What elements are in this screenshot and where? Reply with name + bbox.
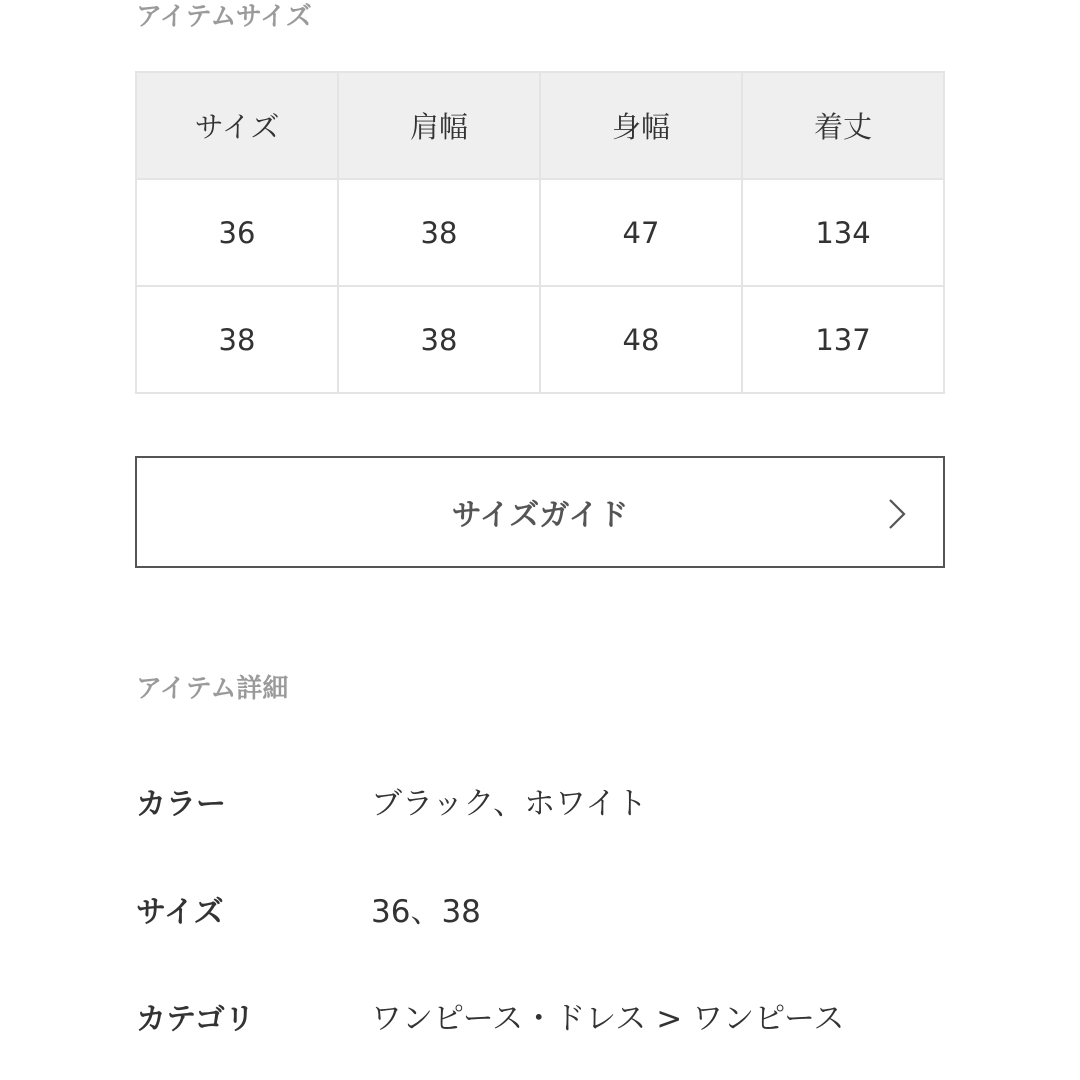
- size-table: [135, 71, 945, 394]
- color-label: カラー: [136, 786, 226, 822]
- category-path: [371, 993, 844, 1038]
- size-value: 36、38: [371, 894, 481, 930]
- size-guide-button[interactable]: [135, 456, 945, 568]
- detail-row-size: [136, 886, 481, 931]
- table-cell: 47: [540, 179, 742, 286]
- chevron-right-icon: [887, 498, 907, 530]
- table-cell: 134: [742, 179, 944, 286]
- table-row: [136, 286, 944, 393]
- column-header-shoulder-width: 肩幅: [338, 72, 540, 179]
- column-header-body-width: 身幅: [540, 72, 742, 179]
- category-child-link[interactable]: ワンピース: [692, 1001, 845, 1037]
- table-cell: 38: [136, 286, 338, 393]
- detail-row-category: [136, 993, 844, 1038]
- column-header-size: サイズ: [136, 72, 338, 179]
- item-detail-heading: アイテム詳細: [136, 674, 289, 704]
- table-cell: 48: [540, 286, 742, 393]
- column-header-length: 着丈: [742, 72, 944, 179]
- item-size-heading: アイテムサイズ: [136, 2, 312, 32]
- table-row: [136, 179, 944, 286]
- table-cell: 137: [742, 286, 944, 393]
- color-value: ブラック、ホワイト: [371, 786, 648, 822]
- table-cell: 36: [136, 179, 338, 286]
- breadcrumb-separator: >: [656, 1001, 683, 1037]
- table-cell: 38: [338, 179, 540, 286]
- category-label: カテゴリ: [136, 1001, 255, 1037]
- detail-row-color: [136, 778, 647, 823]
- size-guide-label: サイズガイド: [451, 498, 629, 533]
- size-table-header-row: [136, 72, 944, 179]
- category-parent-link[interactable]: ワンピース・ドレス: [371, 1001, 647, 1037]
- size-label: サイズ: [136, 894, 224, 930]
- table-cell: 38: [338, 286, 540, 393]
